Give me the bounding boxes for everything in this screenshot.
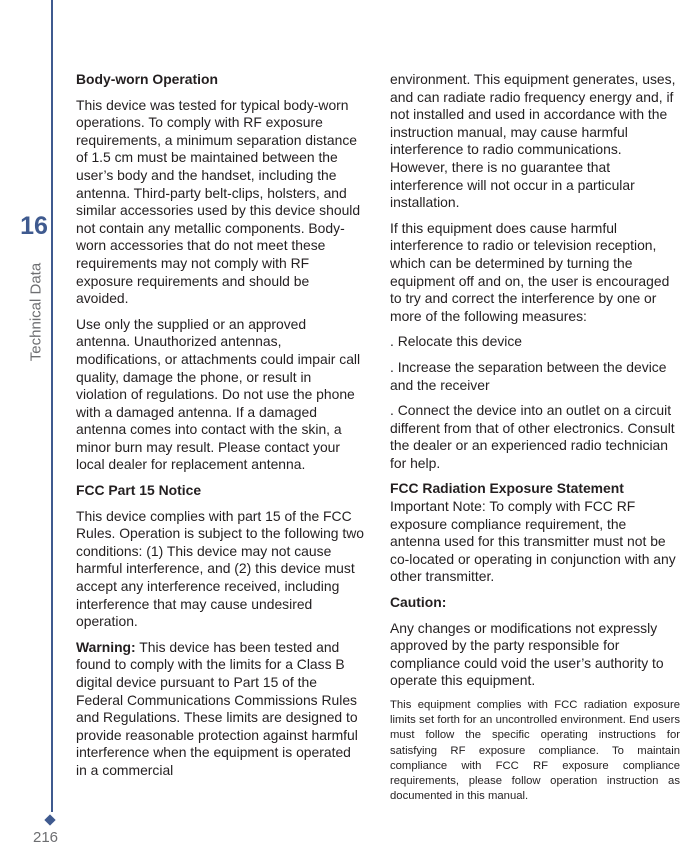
radiation-statement-text: Important Note: To comply with FCC RF exposure compliance requirement, the antenna used for this transmitter must not be co-located or operating in conjunction with any other transmitter. [390, 498, 676, 585]
continuation-paragraph-1: environment. This equipment generates, uses, and can radiate radio frequency energy and, if not installed and used in accordance with the instruction manual, may cause harmful interference to radio communications. However, there is no guarantee that interference will not occur in a particular installation. [390, 71, 676, 211]
diamond-icon [44, 814, 55, 825]
body-worn-paragraph-1: This device was tested for typical body-worn operations. To comply with RF exposure requirements, a minimum separation distance of 1.5 cm must be maintained between the user’s body and the handset, including the antenna. Third-party belt-clips, holsters, and similar accessories used by this device should not contain any metallic components. Body-worn accessories that do not meet these requirements may not comply with RF exposure requirements and should be avoided. [76, 96, 361, 307]
warning-label: Warning: [76, 638, 136, 655]
right-column [390, 71, 680, 812]
page-number: 216 [33, 829, 59, 846]
radiation-statement-heading: FCC Radiation Exposure Statement [390, 480, 624, 497]
compliance-small-print: This equipment complies with FCC radiation exposure limits set forth for an uncontrolled environment. End users must follow the specific operating instructions for satisfying RF exposure compliance. To maintain compliance with FCC RF exposure compliance requirements, please follow operation instruction as documented in this manual. [390, 699, 680, 803]
left-column [76, 71, 364, 788]
sidebar-rule [51, 0, 53, 812]
warning-paragraph [76, 639, 364, 780]
body-worn-paragraph-2: Use only the supplied or an approved antenna. Unauthorized antennas, modifications, or attachments could impair call quality, damage the phone, or result in violation of regulations. Do not use the phone with a damaged antenna. If a damaged antenna comes into contact with the skin, a minor burn may result. Please contact your local dealer for replacement antenna. [76, 315, 361, 473]
measure-item-1: . Relocate this device [390, 333, 523, 350]
measure-item-3: . Connect the device into an outlet on a circuit different from that of other electronics. Consult the dealer or an experienced radio technician for help. [390, 402, 675, 471]
continuation-paragraph-2: If this equipment does cause harmful interference to radio or television reception, which can be determined by turning the equipment off and on, the user is encouraged to try and correct the interference by one or more of the following measures: [390, 219, 670, 324]
chapter-title: Technical Data [27, 262, 45, 362]
warning-text: This device has been tested and found to comply with the limits for a Class B digital device pursuant to Part 15 of the Federal Communications Commissions Rules and Regulations. These limits are designed to provide reasonable protection against harmful interference when the equipment is operated in a commercial [76, 638, 358, 778]
body-worn-heading: Body-worn Operation [76, 71, 218, 87]
measure-item-2: . Increase the separation between the device and the receiver [390, 358, 667, 393]
fcc-part15-paragraph: This device complies with part 15 of the FCC Rules. Operation is subject to the following two conditions: (1) This device may not cause harmful interference, and (2) this device must accept any interference received, including interference that may cause undesired operation. [76, 507, 364, 630]
caution-heading: Caution: [390, 594, 447, 611]
caution-text: Any changes or modifications not expressly approved by the party responsible for compliance could void the user’s authority to operate this equipment. [390, 619, 664, 689]
chapter-number: 16 [20, 212, 48, 240]
fcc-part15-heading: FCC Part 15 Notice [76, 482, 202, 499]
